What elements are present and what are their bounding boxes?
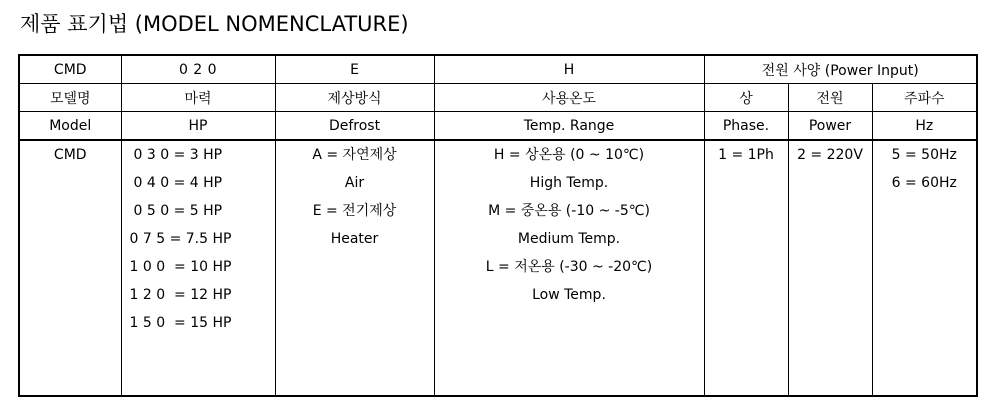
hp-option: 0 4 0 = 4 HP: [133, 175, 223, 191]
code-row: [19, 55, 977, 84]
page-title: 제품 표기법 (MODEL NOMENCLATURE): [20, 12, 409, 36]
header-cell-phase-en: Phase.: [704, 112, 788, 141]
options-row: [19, 140, 977, 396]
temp-option-desc: Low Temp.: [532, 287, 606, 303]
hp-option: 1 5 0 = 15 HP: [129, 315, 232, 331]
header-cell-model-code: CMD: [19, 55, 121, 84]
header-cell-model-en: Model: [19, 112, 121, 141]
header-cell-hp-kr: 마력: [121, 84, 275, 112]
hz-option: 5 = 50Hz: [891, 147, 957, 163]
header-cell-phase-kr: 상: [704, 84, 788, 112]
defrost-option-desc: Heater: [330, 231, 379, 247]
defrost-option: A = 자연제상: [312, 147, 397, 163]
temp-option: L = 저온용 (-30 ~ -20℃): [485, 259, 653, 275]
defrost-options-cell: [275, 140, 434, 396]
header-cell-hp-en: HP: [121, 112, 275, 141]
header-cell-hp-code: 0 2 0: [121, 55, 275, 84]
phase-options-cell: [704, 140, 788, 396]
hz-option: 6 = 60Hz: [891, 175, 957, 191]
hp-option: 0 7 5 = 7.5 HP: [129, 231, 232, 247]
temp-option-desc: Medium Temp.: [517, 231, 621, 247]
model-options-cell: [19, 140, 121, 396]
model-option: CMD: [53, 147, 87, 163]
temp-option: H = 상온용 (0 ~ 10℃): [493, 147, 645, 163]
nomenclature-table: [18, 54, 978, 397]
header-cell-defrost-code: E: [275, 55, 434, 84]
english-header-row: [19, 112, 977, 141]
header-cell-temp-en: Temp. Range: [434, 112, 704, 141]
header-cell-temp-code: H: [434, 55, 704, 84]
header-cell-power-input: 전원 사양 (Power Input): [704, 55, 977, 84]
temp-option-desc: High Temp.: [529, 175, 609, 191]
header-cell-temp-kr: 사용온도: [434, 84, 704, 112]
hp-option: 0 5 0 = 5 HP: [133, 203, 223, 219]
header-cell-hz-en: Hz: [872, 112, 977, 141]
defrost-option: E = 전기제상: [312, 203, 397, 219]
defrost-option-desc: Air: [344, 175, 365, 191]
temp-options-cell: [434, 140, 704, 396]
korean-header-row: [19, 84, 977, 112]
header-cell-hz-kr: 주파수: [872, 84, 977, 112]
hz-options-cell: [872, 140, 977, 396]
header-cell-power-kr: 전원: [788, 84, 872, 112]
hp-option: 1 0 0 = 10 HP: [129, 259, 232, 275]
hp-options-cell: [121, 140, 275, 396]
header-cell-model-kr: 모델명: [19, 84, 121, 112]
header-cell-defrost-kr: 제상방식: [275, 84, 434, 112]
phase-option: 1 = 1Ph: [718, 147, 774, 163]
hp-option: 1 2 0 = 12 HP: [129, 287, 232, 303]
power-options-cell: [788, 140, 872, 396]
header-cell-power-en: Power: [788, 112, 872, 141]
temp-option: M = 중온용 (-10 ~ -5℃): [488, 203, 650, 219]
power-option: 2 = 220V: [797, 147, 863, 163]
header-cell-defrost-en: Defrost: [275, 112, 434, 141]
hp-option: 0 3 0 = 3 HP: [133, 147, 223, 163]
